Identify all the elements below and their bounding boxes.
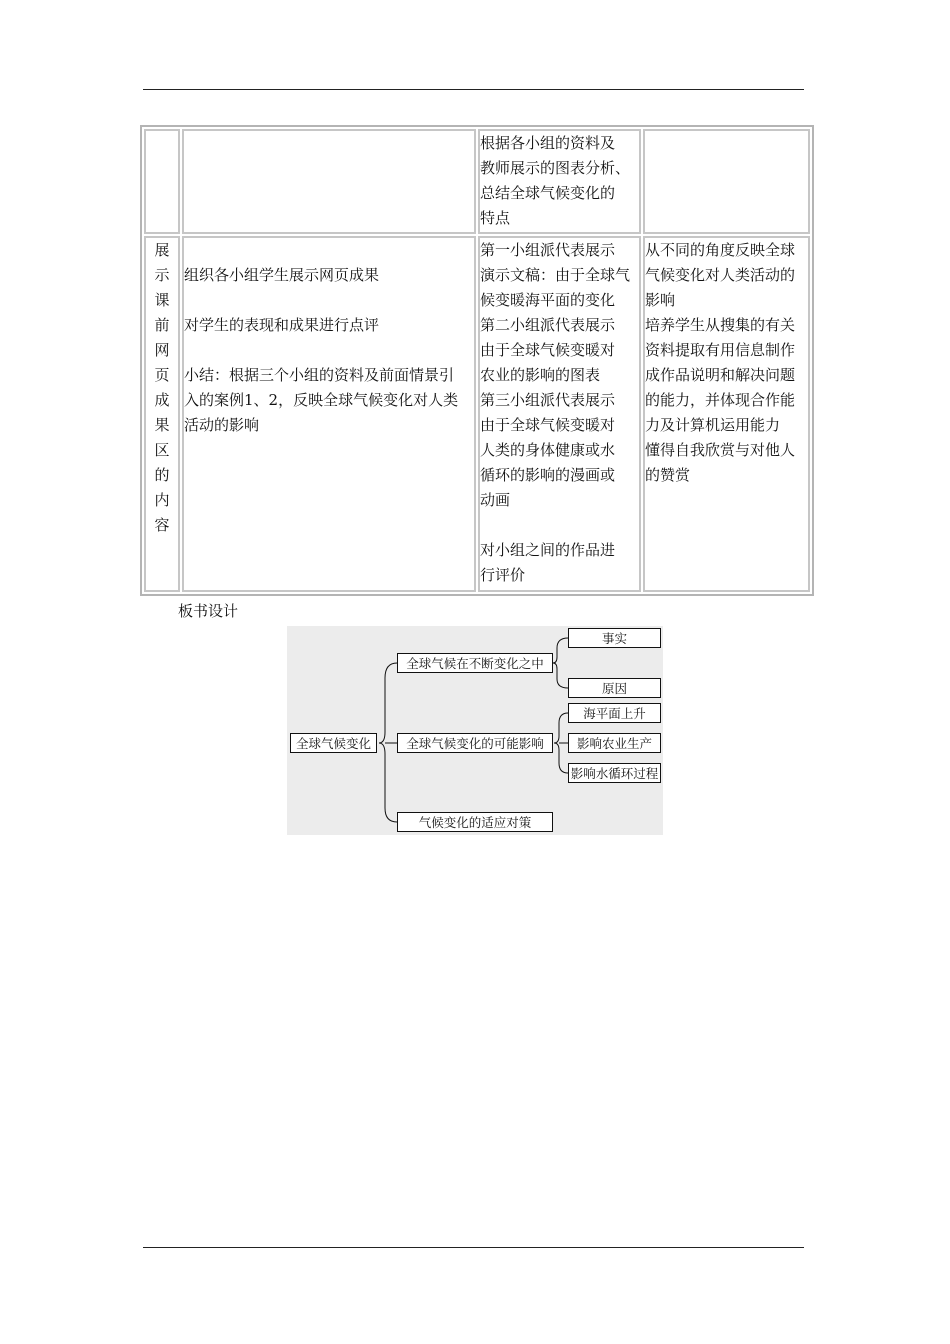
text-line: 农业的影响的图表 — [480, 366, 601, 384]
root-node: 全球气候变化 — [290, 733, 377, 753]
stage-cell — [144, 129, 180, 234]
stage-char: 成 — [154, 391, 170, 409]
leaf-node: 原因 — [568, 678, 661, 698]
text-line: 候变暖海平面的变化 — [480, 291, 616, 309]
intent-cell — [643, 236, 810, 592]
text-line: 气候变化对人类活动的 — [645, 266, 796, 284]
text-line: 的能力，并体现合作能 — [645, 391, 796, 409]
leaf-node: 影响水循环过程 — [568, 763, 661, 783]
text-line: 懂得自我欣赏与对他人 — [645, 441, 796, 459]
text-line: 培养学生从搜集的有关 — [645, 316, 796, 334]
board-design-diagram — [287, 626, 663, 835]
leaf-node: 影响农业生产 — [568, 733, 661, 753]
stage-char: 区 — [154, 441, 170, 459]
text-line: 演示文稿：由于全球气 — [480, 266, 631, 284]
text-line: 循环的影响的漫画或 — [480, 466, 616, 484]
text-line: 人类的身体健康或水 — [480, 441, 616, 459]
text-line: 由于全球气候变暖对 — [480, 416, 616, 434]
text-line: 小结：根据三个小组的资料及前面情景引 — [184, 366, 455, 384]
text-line: 第三小组派代表展示 — [480, 391, 616, 409]
stage-char: 示 — [154, 266, 170, 284]
teacher-cell — [182, 236, 476, 592]
text-line: 特点 — [480, 209, 511, 227]
text-line: 对小组之间的作品进 — [480, 541, 616, 559]
board-design-label: 板书设计 — [178, 602, 239, 620]
student-cell — [478, 129, 641, 234]
text-line: 动画 — [480, 491, 511, 509]
text-line: 从不同的角度反映全球 — [645, 241, 796, 259]
text-line: 由于全球气候变暖对 — [480, 341, 616, 359]
stage-char: 内 — [154, 491, 170, 509]
footer-rule — [143, 1247, 804, 1248]
table-row — [144, 236, 810, 592]
student-cell — [478, 236, 641, 592]
stage-char: 前 — [154, 316, 170, 334]
branch-node: 气候变化的适应对策 — [397, 812, 553, 832]
stage-char: 的 — [154, 466, 170, 484]
stage-char: 容 — [154, 516, 170, 534]
stage-char: 展 — [154, 241, 170, 259]
stage-char: 课 — [154, 291, 170, 309]
text-line: 总结全球气候变化的 — [480, 184, 616, 202]
stage-cell — [144, 236, 180, 592]
intent-cell — [643, 129, 810, 234]
text-line: 活动的影响 — [184, 416, 260, 434]
stage-char: 果 — [154, 416, 170, 434]
text-line: 第一小组派代表展示 — [480, 241, 616, 259]
teacher-activity: 组织各小组学生展示网页成果 — [184, 266, 380, 284]
lesson-table — [140, 125, 814, 596]
header-rule — [143, 89, 804, 90]
table-row — [144, 129, 810, 234]
text-line: 力及计算机运用能力 — [645, 416, 781, 434]
teacher-activity: 对学生的表现和成果进行点评 — [184, 316, 380, 334]
text-line: 影响 — [645, 291, 676, 309]
stage-char: 网 — [154, 341, 170, 359]
teacher-cell — [182, 129, 476, 234]
leaf-node: 事实 — [568, 628, 661, 648]
text-line: 资料提取有用信息制作 — [645, 341, 796, 359]
text-line: 第二小组派代表展示 — [480, 316, 616, 334]
leaf-node: 海平面上升 — [568, 703, 661, 723]
text-line: 教师展示的图表分析、 — [480, 159, 631, 177]
text-line: 根据各小组的资料及 — [480, 134, 616, 152]
text-line: 的赞赏 — [645, 466, 691, 484]
text-line: 入的案例1、2，反映全球气候变化对人类 — [184, 391, 459, 409]
branch-node: 全球气候变化的可能影响 — [397, 733, 553, 753]
branch-node: 全球气候在不断变化之中 — [397, 653, 553, 673]
brace-branch-1 — [553, 638, 568, 688]
text-line: 成作品说明和解决问题 — [645, 366, 796, 384]
stage-char: 页 — [154, 366, 170, 384]
text-line: 行评价 — [480, 566, 526, 584]
